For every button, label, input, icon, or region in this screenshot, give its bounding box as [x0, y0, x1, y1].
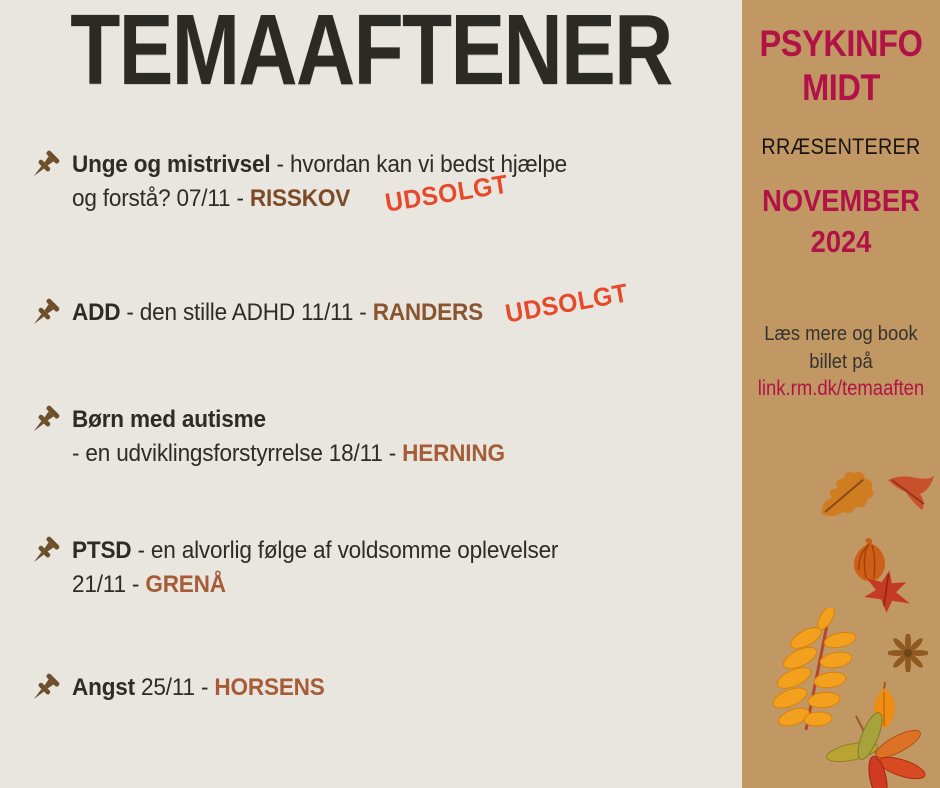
- event-item-angst: [0, 671, 742, 705]
- event-title: Unge og mistrivsel: [72, 151, 271, 178]
- event-item-ptsd: [0, 534, 742, 602]
- org-name: [754, 22, 928, 110]
- event-date: 21/11 -: [72, 571, 146, 598]
- month-line1: NOVEMBER: [762, 183, 920, 218]
- event-item-unge-og-mistrivsel: [0, 148, 742, 216]
- star-anise-icon: [888, 634, 928, 672]
- month-line2: 2024: [810, 224, 872, 259]
- event-text: [72, 403, 702, 471]
- event-location: RANDERS: [372, 299, 483, 326]
- presents-label: RRÆSENTERER: [761, 134, 921, 159]
- org-name-line1: PSYKINFO: [759, 23, 923, 64]
- event-location: HERNING: [402, 440, 505, 467]
- event-title: ADD: [72, 299, 121, 326]
- event-title: Angst: [72, 674, 135, 701]
- sidebar: [742, 0, 940, 788]
- event-item-add: [0, 296, 742, 330]
- event-title: Børn med autisme: [72, 406, 266, 433]
- cta-text: [750, 320, 932, 376]
- event-text: [72, 671, 702, 705]
- pushpin-icon: [26, 403, 62, 439]
- page-title: TEMAAFTENER: [70, 0, 672, 106]
- event-location: GRENÅ: [145, 571, 226, 598]
- oak-leaf-icon: [808, 462, 884, 528]
- month-heading: [754, 180, 928, 262]
- event-description: - en udviklingsforstyrrelse 18/11 -: [72, 440, 403, 467]
- event-description: - hvordan kan vi bedst hjælpe: [270, 151, 568, 178]
- pushpin-icon: [26, 296, 62, 332]
- event-location: RISSKOV: [249, 185, 351, 212]
- event-date: og forstå? 07/11 -: [72, 185, 250, 212]
- event-text: [72, 534, 702, 602]
- event-description: - en alvorlig følge af voldsomme oplevelser: [131, 537, 559, 564]
- org-name-line2: MIDT: [802, 67, 880, 108]
- event-title: PTSD: [72, 537, 132, 564]
- cta-line1: Læs mere og book: [764, 323, 918, 345]
- event-description: - den stille ADHD 11/11 -: [120, 299, 373, 326]
- event-location: HORSENS: [214, 674, 325, 701]
- cta-line2: billet på: [809, 351, 873, 373]
- event-date: 25/11 -: [134, 674, 215, 701]
- sold-out-badge: UDSOLGT: [503, 277, 631, 329]
- pushpin-icon: [26, 534, 62, 570]
- booking-link[interactable]: link.rm.dk/temaaften: [757, 377, 925, 400]
- creeper-leaf-icon: [822, 712, 934, 788]
- event-item-born-med-autisme: [0, 403, 742, 471]
- pushpin-icon: [26, 671, 62, 707]
- sold-out-badge: UDSOLGT: [383, 168, 511, 218]
- red-leaf-fragment-icon: [886, 472, 936, 512]
- pushpin-icon: [26, 148, 62, 184]
